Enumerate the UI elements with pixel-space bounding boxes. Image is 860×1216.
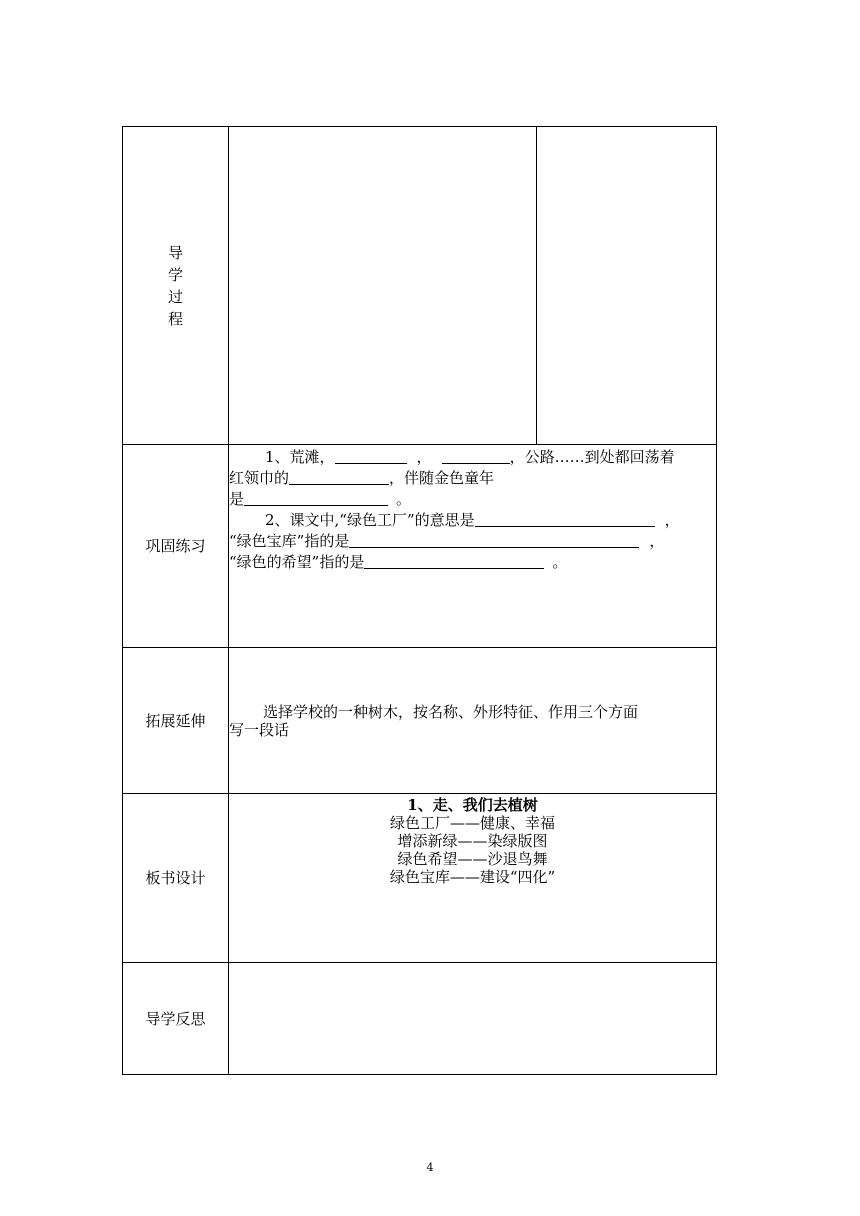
practice-q1-line3: 是 。: [229, 487, 716, 508]
guide-label-char: 过: [167, 287, 183, 306]
board-line: 绿色工厂——健康、幸福: [389, 814, 555, 832]
guide-label-char: 导: [167, 243, 183, 262]
extend-line1: 选择学校的一种树木，按名称、外形特征、作用三个方面: [263, 702, 639, 721]
blank-field: [475, 508, 655, 527]
guide-process-left-pane: [229, 127, 537, 444]
extend-content: [229, 648, 717, 794]
board-line: 增添新绿——染绿版图: [397, 832, 548, 850]
reflect-content: [229, 963, 717, 1075]
guide-label-char: 程: [167, 309, 183, 328]
guide-process-label: [123, 127, 229, 445]
practice-q1-line1: 1、荒滩， ， ，公路……到处都回荡着: [229, 445, 716, 466]
practice-q2-line3: “绿色的希望”指的是 。: [229, 550, 716, 571]
row-board-design: [123, 794, 717, 963]
board-line: 绿色宝库——建设“四化”: [389, 868, 556, 886]
reflect-label: 导学反思: [123, 963, 229, 1075]
blank-field: [442, 445, 510, 464]
row-reflect: [123, 963, 717, 1075]
blank-field: [364, 550, 544, 569]
blank-field: [244, 487, 388, 506]
lesson-plan-table: [122, 126, 717, 1075]
guide-process-right-pane: [537, 127, 716, 444]
blank-field: [349, 529, 639, 548]
guide-process-content: [229, 127, 717, 445]
board-title: 1、走、我们去植树: [407, 796, 538, 814]
blank-field: [335, 445, 407, 464]
row-guide-process: [123, 127, 717, 445]
board-label: 板书设计: [123, 794, 229, 963]
extend-line2: 写一段话: [229, 720, 290, 739]
board-line: 绿色希望——沙退鸟舞: [397, 850, 548, 868]
board-content: [229, 794, 717, 963]
practice-q2-line2: “绿色宝库”指的是 ，: [229, 529, 716, 550]
blank-field: [289, 466, 389, 485]
page-number: 4: [426, 1161, 434, 1174]
practice-content: [229, 445, 717, 648]
practice-label: 巩固练习: [123, 445, 229, 648]
practice-q1-line2: 红领巾的 ，伴随金色童年: [229, 466, 716, 487]
extend-label: 拓展延伸: [123, 648, 229, 794]
practice-q2-line1: 2、课文中,“绿色工厂”的意思是 ，: [229, 508, 716, 529]
row-extend: [123, 648, 717, 794]
guide-label-char: 学: [167, 265, 183, 284]
row-practice: [123, 445, 717, 648]
